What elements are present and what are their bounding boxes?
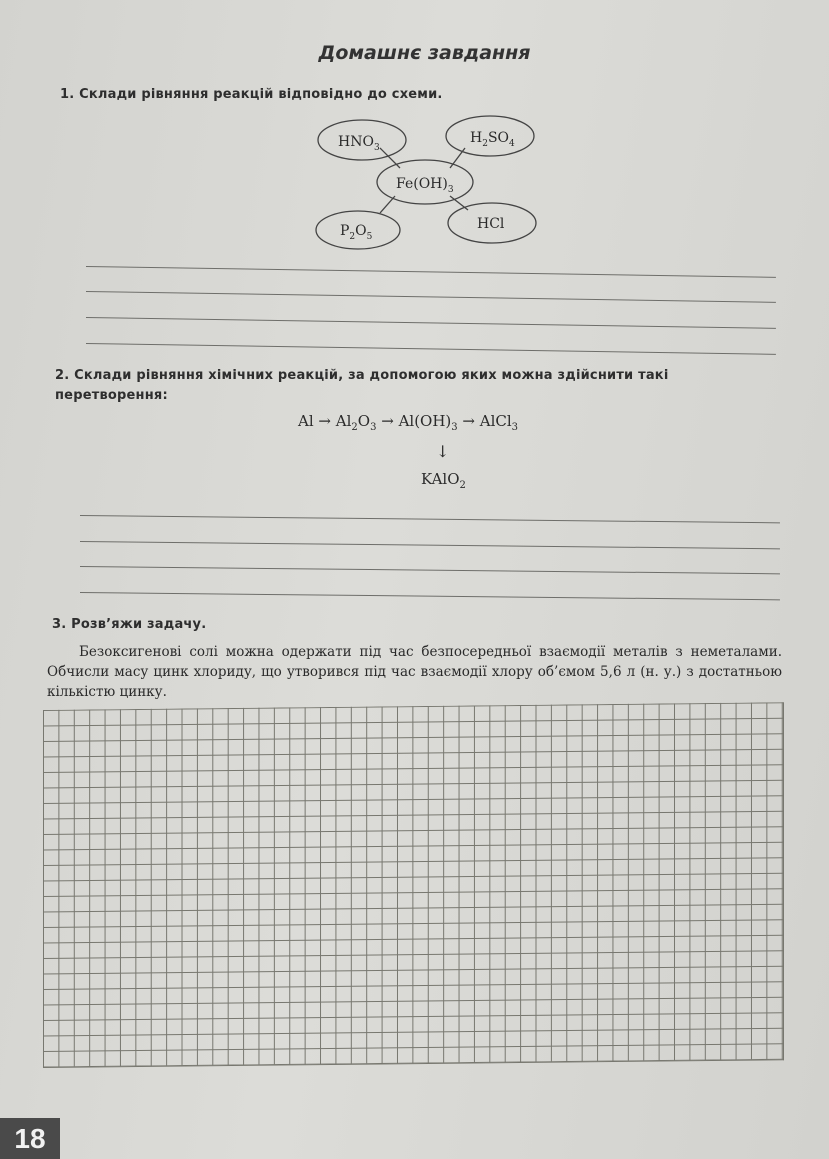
task-1-heading (60, 87, 443, 102)
node-hno3: $HNO_3$ (338, 134, 380, 153)
task-2-number: 2. (55, 368, 70, 383)
task-3-title: Розв’яжи задачу. (71, 617, 207, 632)
transformation-chain: $Al \to Al_2O_3 \to Al(OH)_3$ → AlCl$_3$ (298, 412, 519, 433)
task-2-text: Склади рівняння хімічних реакцій, за допомогою яких можна здійснити такі перетворення: (55, 368, 669, 403)
node-hcl: HCl (477, 216, 505, 232)
answer-line[interactable] (86, 317, 776, 329)
task-1-text: Склади рівняння реакцій відповідно до схеми. (79, 87, 443, 102)
answer-line[interactable] (80, 541, 780, 549)
page-title: Домашнє завдання (318, 42, 531, 64)
chain-aloh3: $Al(OH)_3$ (398, 412, 458, 433)
answer-grid[interactable] (43, 702, 784, 1068)
reaction-scheme (300, 108, 550, 253)
task-2-heading (55, 366, 765, 406)
chain-al2o3: $Al_2O_3$ (335, 412, 377, 433)
node-feoh3: $Fe(OH)_3$ (396, 176, 454, 195)
node-p2o5: $P_2O_5$ (340, 223, 373, 242)
chain-al: Al (298, 412, 314, 430)
page-number: 18 (0, 1118, 60, 1159)
answer-line[interactable] (80, 515, 780, 523)
answer-line[interactable] (86, 291, 776, 303)
task-3-heading (52, 617, 206, 632)
answer-line[interactable] (80, 566, 780, 574)
chain-kalo2: KAlO$_2$ (421, 470, 466, 491)
task-3-text: Безоксигенові солі можна одержати під час безпосередньої взаємодії металів з неметалами. Обчисли масу цинк хлориду, що утворився під час взаємодії хлору об’ємом 5,6 л (н. у.) з достатньою кількістю цинку. (47, 644, 782, 700)
task-3-number: 3. (52, 617, 67, 632)
down-arrow-icon: ↓ (436, 442, 450, 461)
answer-line[interactable] (86, 266, 776, 278)
answer-line[interactable] (86, 343, 776, 355)
answer-line[interactable] (80, 592, 780, 600)
node-h2so4: $H_2SO_4$ (470, 130, 515, 149)
chain-alcl3: AlCl$_3$ (479, 412, 519, 433)
task-1-number: 1. (60, 87, 75, 102)
